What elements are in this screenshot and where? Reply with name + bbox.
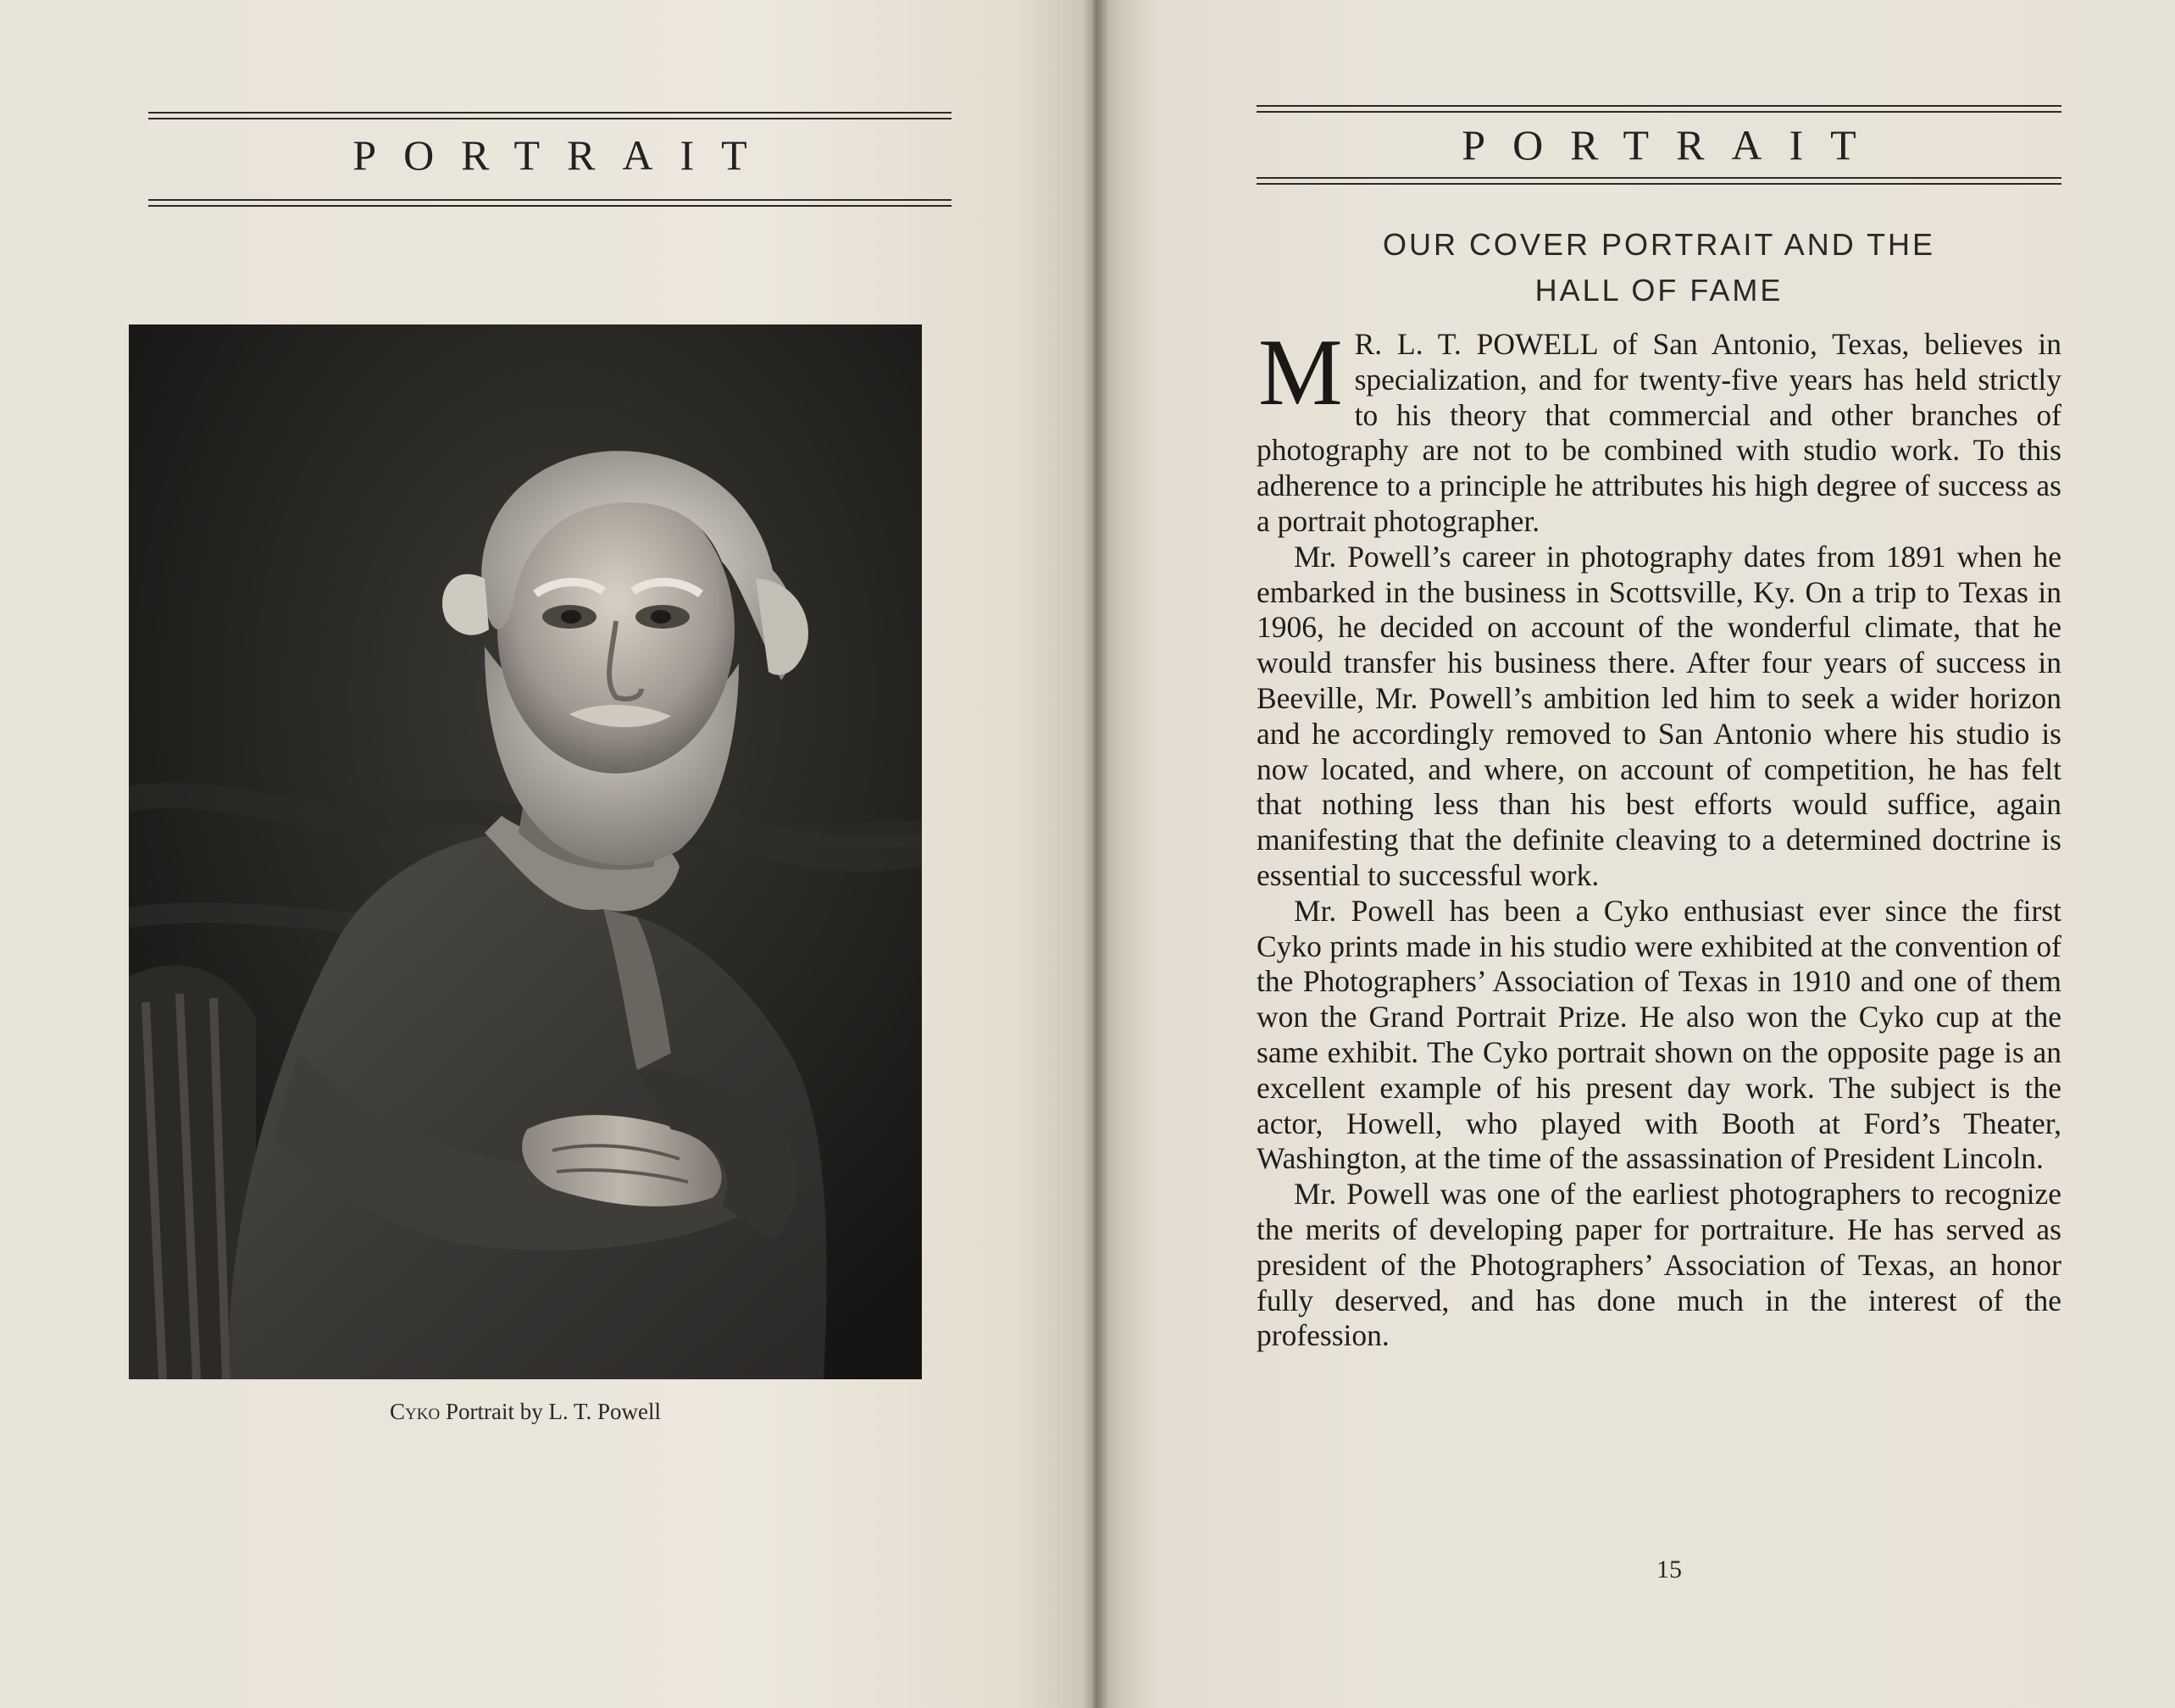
article-body (1257, 320, 2061, 1354)
paragraph-4: Mr. Powell was one of the earliest photographers to recognize the merits of developing paper for portraiture. He has served as president of the Photographers’ Association of Texas, an honor fully deserved, and has done much in the interest of the profession. (1257, 1177, 2061, 1353)
photo-caption (129, 1399, 922, 1425)
portrait-illustration (129, 324, 922, 1379)
running-head-title: PORTRAIT (352, 131, 774, 179)
paragraph-1-text: R. L. T. POWELL of San Antonio, Texas, believes in specialization, and for twenty-five years has held strictly to his theory that commercial and other branches of photography are not to be combined with studio work. To this adherence to a principle he attributes his high degree of success as a portrait photographer. (1257, 327, 2061, 538)
article-title-line-1: OUR COVER PORTRAIT AND THE (1382, 227, 1936, 262)
portrait-photo (129, 324, 922, 1379)
header-rule-bottom (148, 199, 952, 207)
right-running-head (1257, 105, 2061, 185)
article-title (1257, 222, 2061, 313)
caption-text: Portrait by L. T. Powell (440, 1399, 661, 1424)
book-gutter (1083, 0, 1108, 1708)
page-number: 15 (1656, 1556, 1682, 1583)
caption-brand: Cyko (390, 1399, 441, 1424)
left-running-head (148, 112, 952, 207)
article-title-line-2: HALL OF FAME (1534, 273, 1784, 308)
header-rule-top (148, 112, 952, 119)
paragraph-1 (1257, 320, 2061, 540)
paragraph-3: Mr. Powell has been a Cyko enthusiast ever since the first Cyko prints made in his studio were exhibited at the convention of the Photographers’ Association of Texas in 1910 and one of them won the Grand Portrait Prize. He also won the Cyko cup at the same exhibit. The Cyko portrait shown on the opposite page is an excellent example of his present day work. The subject is the actor, Howell, who played with Booth at Ford’s Theater, Washington, at the time of the assassination of President Lincoln. (1257, 893, 2061, 1176)
running-head-title: PORTRAIT (1462, 121, 1884, 169)
paragraph-2: Mr. Powell’s career in photography dates from 1891 when he embarked in the business in Scottsville, Ky. On a trip to Texas in 1906, he decided on account of the wonderful climate, that he would transfer his business there. After four years of success in Beeville, Mr. Powell’s ambition led him to seek a wider horizon and he accordingly removed to San Antonio where his studio is now located, and where, on account of competition, he has felt that nothing less than his best efforts would suffice, again manifesting that the definite cleaving to a determined doctrine is essential to successful work. (1257, 539, 2061, 892)
header-rule-bottom (1257, 177, 2061, 185)
header-rule-top (1257, 105, 2061, 113)
drop-cap: M (1258, 320, 1343, 425)
